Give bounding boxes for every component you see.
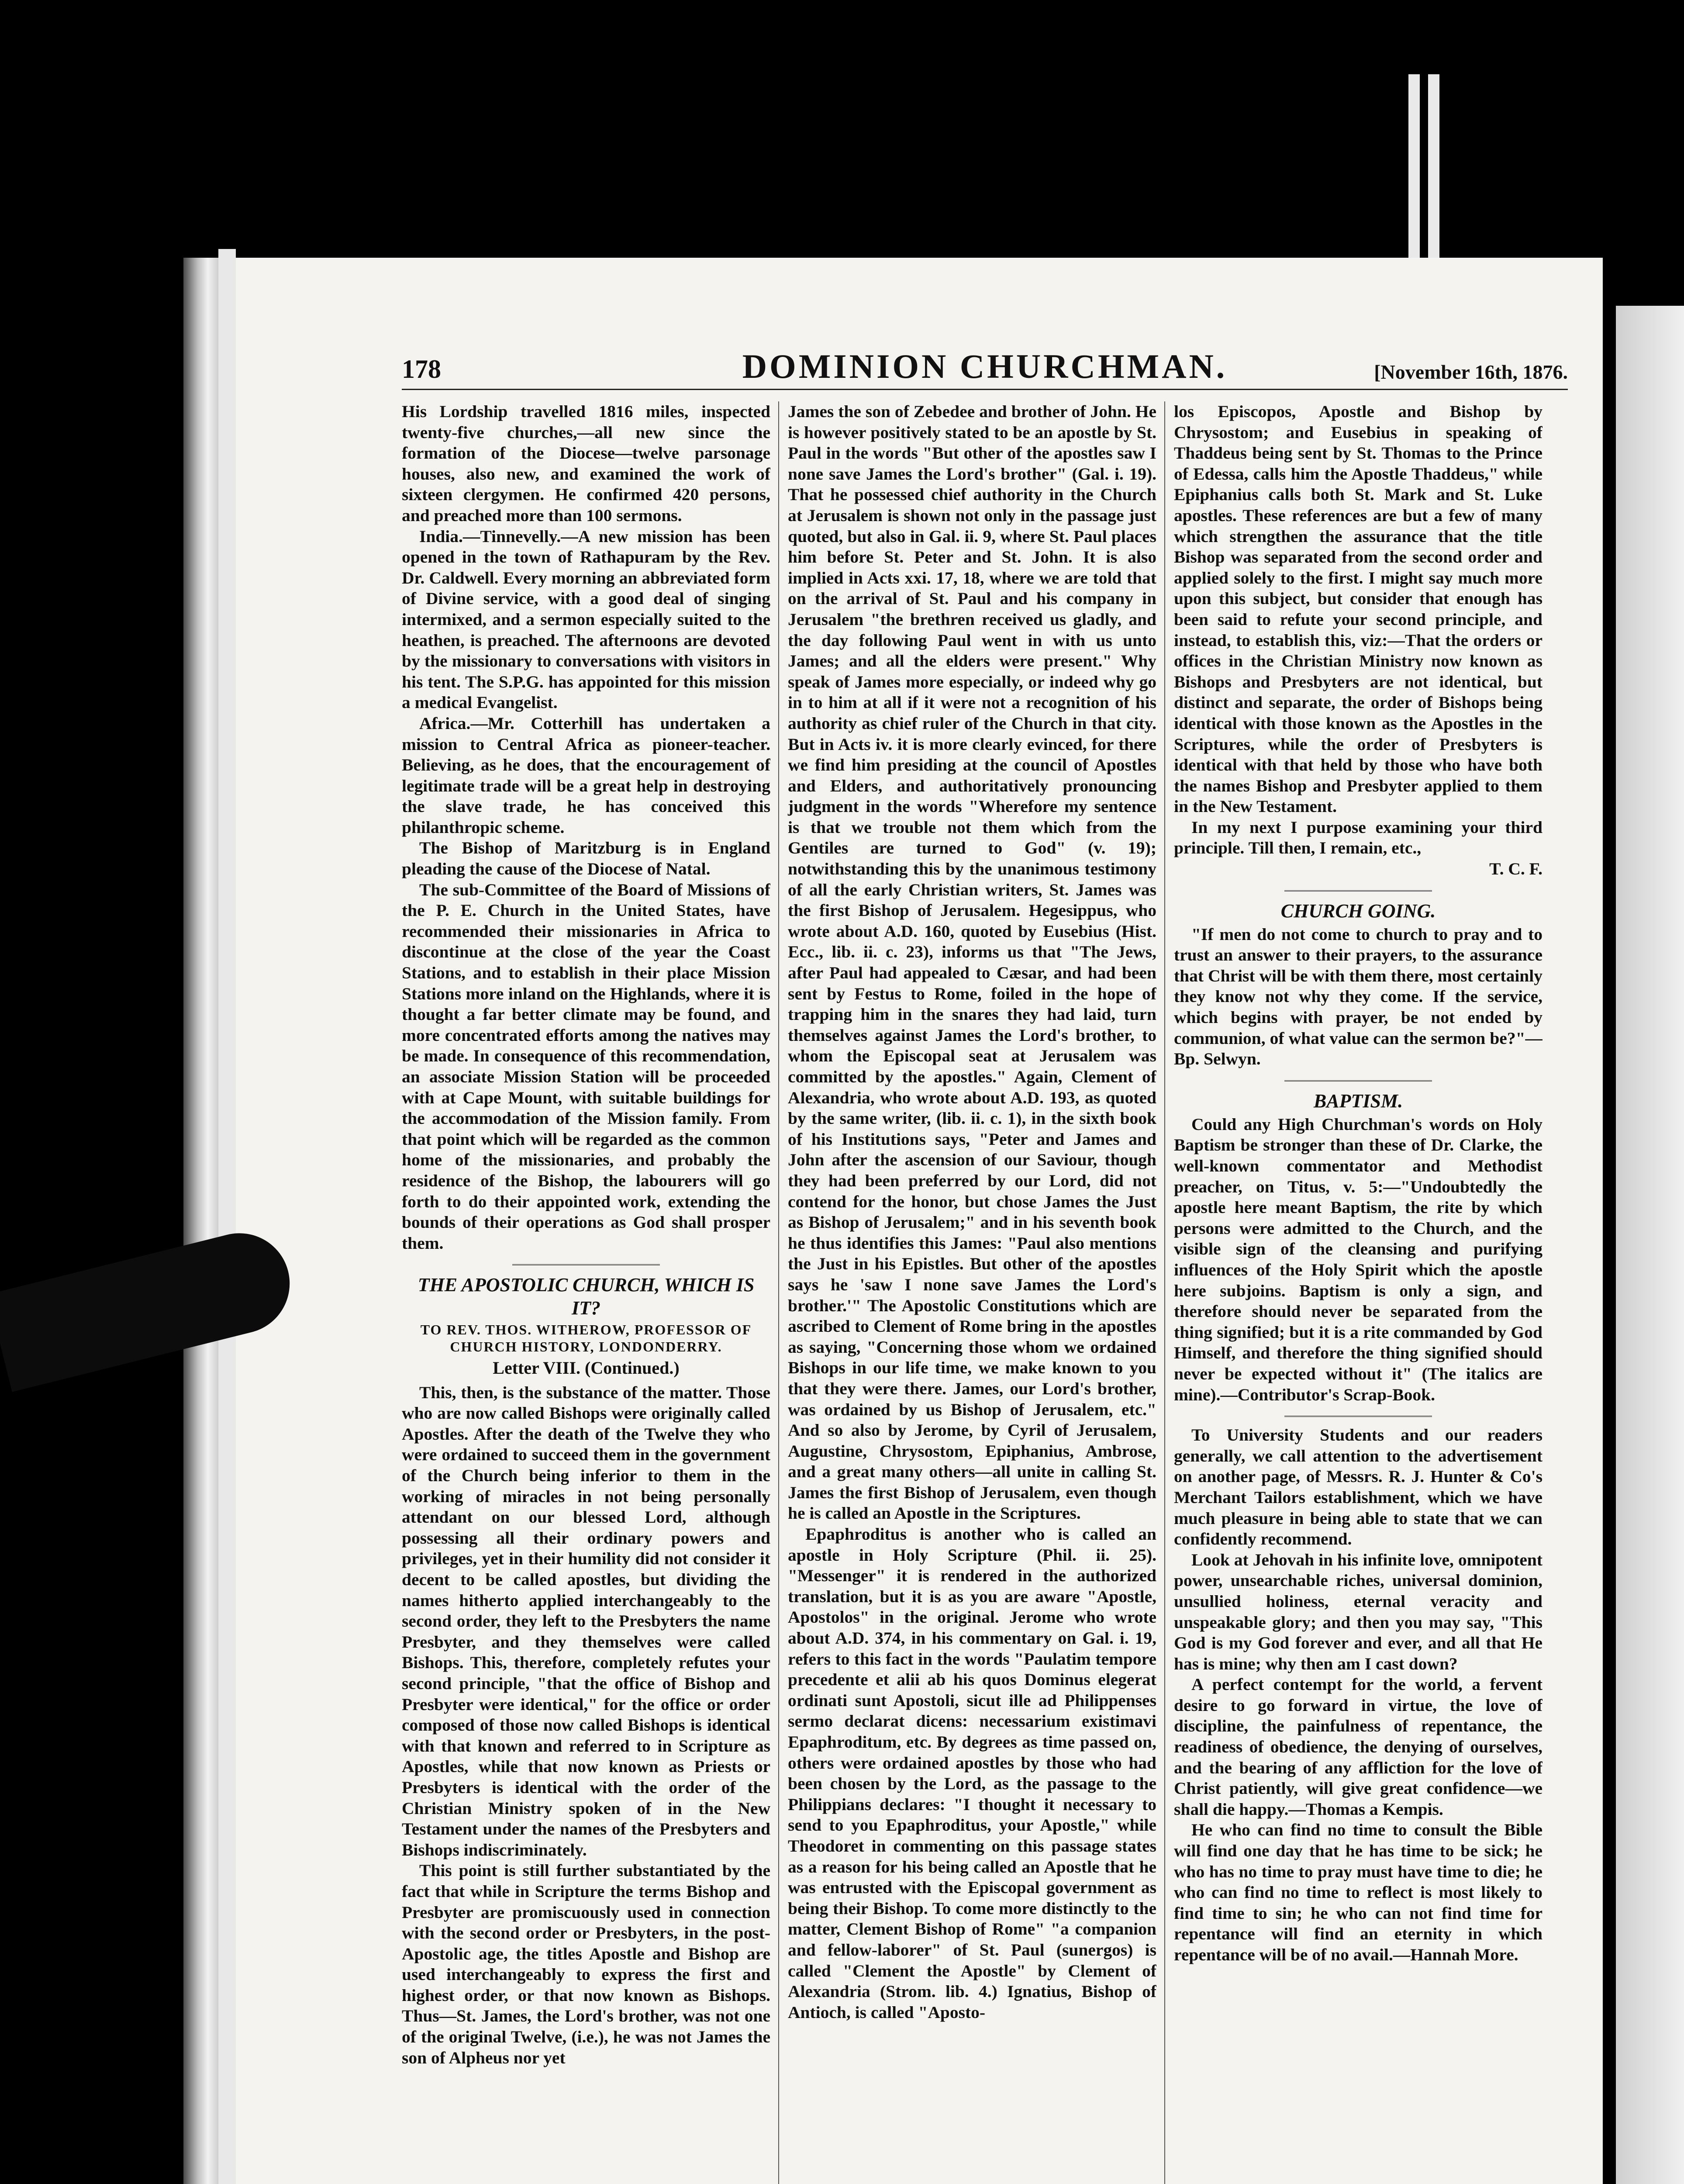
paragraph: To University Students and our readers generally, we call attention to the advertisement on another page, of Messrs. R. J. Hunter & Co's Merchant Tailors establishment, which we have much pleasure in being able to state that we can confidently recommend. xyxy=(1174,1425,1543,1549)
paragraph: The Bishop of Maritzburg is in England pleading the cause of the Diocese of Natal. xyxy=(402,838,770,879)
section-rule xyxy=(1284,1080,1432,1082)
paragraph: Look at Jehovah in his infinite love, omnipotent power, unsearchable riches, universal dominion, unsullied holiness, eternal veracity and unspeakable glory; and then you may say, "This God is my God forever and ever, and all that He has is mine; why then am I cast down? xyxy=(1174,1550,1543,1673)
section-heading-baptism: BAPTISM. xyxy=(1313,1090,1403,1112)
section-heading-church-going: CHURCH GOING. xyxy=(1280,900,1436,922)
paragraph: los Episcopos, Apostle and Bishop by Chrysostom; and Eusebius in speaking of Thaddeus being sent by St. Thomas to the Prince of Edessa, calls him the Apostle Thaddeus," while Epiphanius calls both St. Mark and St. Luke apostles. These references are but a few of many which strengthen the assurance that the title Bishop was separated from the second order and applied solely to the first. I might say much more upon this subject, but consider that enough has been said to refute your second principle, and instead, to establish this, viz:—That the orders or offices in the Christian Ministry now known as Bishops and Presbyters are not identical, but distinct and separate, the order of Bishops being identical with those known as the Apostles in the Scriptures, while the order of Presbyters is identical with that held by those who have both the names Bishop and Presbyter applied to them in the New Testament. xyxy=(1174,402,1543,816)
paragraph: Could any High Churchman's words on Holy Baptism be stronger than these of Dr. Clarke, the well-known commentator and Methodist preacher, on Titus, v. 5:—"Undoubtedly the apostle here meant Baptism, the rite by which persons were admitted to the Church, and the visible sign of the cleansing and purifying influences of the Holy Spirit which the apostle here subjoins. Baptism is only a sign, and therefore should never be separated from the thing signified; but it is a rite commanded by God Himself, and therefore the thing signified should never be expected without it" (The italics are mine).—Contributor's Scrap-Book. xyxy=(1174,1114,1543,1404)
paragraph: Epaphroditus is another who is called an apostle in Holy Scripture (Phil. ii. 25). "Messenger" it is rendered in the authorized translation, but it is as you are aware "Apostle, Apostolos" in the original. Jerome who wrote about A.D. 374, in his commentary on Gal. i. 19, refers to this fact in the words "Paulatim tempore precedente et alii ab his quos Dominus elegerat ordinati sunt Apostoli, sicut ille ad Philippenses sermo declarat dicens: necessarium existimavi Epaphroditum, etc. By degrees as time passed on, others were ordained apostles by those who had been chosen by the Lord, as the passage to the Philippians declares: "I thought it necessary to send to you Epaphroditus, your Apostle," while Theodoret in commenting on this passage states as a reason for his being called an Apostle that he was entrusted with the Episcopal government as being their Bishop. To come more distinctly to the matter, Clement Bishop of Rome" "a companion and fellow-laborer" of St. Paul (sunergos) is called "Clement the Apostle" by Clement of Alexandria (Strom. lib. 4.) Ignatius, Bishop of Antioch, is called "Aposto- xyxy=(788,1524,1156,2022)
paragraph: The sub-Committee of the Board of Missions of the P. E. Church in the United States, have recommended their missionaries in Africa to discontinue at the close of the year the Coast Stations, and to establish in their place Mission Stations more inland on the Highlands, where it is thought a far better climate may be found, and more concentrated efforts among the natives may be made. In consequence of this recommendation, an associate Mission Station will be proceeded with at Cape Mount, with suitable buildings for the accommodation of the Mission family. From that point which will be regarded as the common home of the missionaries, and probably the residence of the Bishop, the labourers will go forth to do their appointed work, extending the bounds of their operations as God shall prosper them. xyxy=(402,880,770,1253)
masthead: DOMINION CHURCHMAN. xyxy=(742,347,1228,385)
page-number: 178 xyxy=(402,355,441,384)
columns xyxy=(402,401,1568,2184)
paragraph: James the son of Zebedee and brother of John. He is however positively stated to be an apostle by St. Paul in the words "But other of the apostles saw I none save James the Lord's brother" (Gal. i. 19). That he possessed chief authority in the Church at Jerusalem is shown not only in the passage just quoted, but also in Gal. ii. 9, where St. Paul places him before St. Peter and St. John. It is also implied in Acts xxi. 17, 18, where we are told that on the arrival of St. Paul and his company in Jerusalem "the brethren received us gladly, and the day following Paul went in with us unto James; and all the elders were present." Why speak of James more especially, or indeed why go in to him at all if it were not a recognition of his authority as chief ruler of the Church in that city. But in Acts iv. it is more clearly evinced, for there we find him presiding at the council of Apostles and Elders, and authoritatively pronouncing judgment in the words "Wherefore my sentence is that we trouble not them which from the Gentiles are turned to God" (v. 19); notwithstanding this by the unanimous testimony of all the early Christian writers, St. James was the first Bishop of Jerusalem. Hegesippus, who wrote about A.D. 160, quoted by Eusebius (Hist. Ecc., lib. ii. c. 23), informs us that "The Jews, after Paul had appealed to Cæsar, and had been sent by Festus to Rome, foiled in the hope of trapping him in the snares they had laid, turn themselves against James the Lord's brother, to whom the Episcopal seat at Jerusalem was committed by the apostles." Again, Clement of Alexandria, who wrote about A.D. 193, as quoted by the same writer, (lib. ii. c. 1), in the sixth book of his Institutions says, "Peter and James and John after the ascension of our Saviour, though they had been preferred by our Lord, did not contend for the honor, but chose James the Just as Bishop of Jerusalem;" and in his seventh book he thus identifies this James: "Paul also mentions the Just in his Epistles. But other of the apostles says he 'saw I none save James the Lord's brother.'" The Apostolic Constitutions which are ascribed to Clement of Rome bring in the apostles as saying, "Concerning those whom we ordained Bishops in our life time, we make known to you that they were there. James, our Lord's brother, was ordained by us Bishop of Jerusalem, etc." And so also by Jerome, by Cyril of Jerusalem, Augustine, Chrysostom, Epiphanius, Ambrose, and a great many others—all unite in calling St. James the first Bishop of Jerusalem, even though he is called an Apostle in the Scriptures. xyxy=(788,402,1156,1523)
page-header xyxy=(402,349,1568,390)
column-2 xyxy=(778,401,1156,2184)
newspaper-page xyxy=(236,258,1603,2184)
paragraph: "If men do not come to church to pray and to trust an answer to their prayers, to the assurance that Christ will be with them there, most certainly they know not why they come. If the service, which begins with prayer, be not ended by communion, of what value can the sermon be?"—Bp. Selwyn. xyxy=(1174,924,1543,1069)
section-rule xyxy=(1284,1416,1432,1417)
issue-date: [November 16th, 1876. xyxy=(1374,361,1568,383)
column-3 xyxy=(1164,401,1543,2184)
paragraph: He who can find no time to consult the Bible will find one day that he has time to be sick; he who has no time to pray must have time to die; he who can find no time to reflect is most likely to find time to sin; he who can not find time for repentance will find an eternity in which repentance will be of no avail.—Hannah More. xyxy=(1174,1820,1543,1964)
book-page-edges-inner xyxy=(218,249,236,2184)
paragraph: This, then, is the substance of the matter. Those who are now called Bishops were originally called Apostles. After the death of the Twelve they who were ordained to succeed them in the government of the Church being inferior to them in the working of miracles in not being personally attendant on our blessed Lord, although possessing all their ordinary powers and privileges, yet in their humility did not consider it decent to be called apostles, but dividing the names hitherto applied interchangeably to the second order, they left to the Presbyters the name Presbyter, and they themselves were called Bishops. This, therefore, completely refutes your second principle, "that the office of Bishop and Presbyter were identical," for the office or order composed of those now called Bishops is identical with that known and referred to in Scripture as Apostles, while that now known as Priests or Presbyters is identical with the order of the Christian Ministry spoken of in the New Testament under the names of the Presbyters and Bishops indiscriminately. xyxy=(402,1382,770,1859)
section-rule xyxy=(1284,890,1432,892)
article-heading: THE APOSTOLIC CHURCH, WHICH IS IT? xyxy=(418,1274,755,1319)
book-page-edges xyxy=(183,258,218,2184)
paragraph: A perfect contempt for the world, a fervent desire to go forward in virtue, the love of discipline, the painfulness of repentance, the readiness of obedience, the denying of ourselves, and the bearing of any affliction for the love of Christ patiently, will give great confidence—we shall die happy.—Thomas a Kempis. xyxy=(1174,1675,1543,1819)
letter-number: Letter VIII. (Continued.) xyxy=(493,1358,680,1378)
facing-page-edge xyxy=(1616,306,1684,2184)
paragraph: India.—Tinnevelly.—A new mission has been opened in the town of Rathapuram by the Rev. Dr. Caldwell. Every morning an abbreviated form of Divine service, with a good deal of singing intermixed, and a sermon especially suited to the heathen, is preached. The afternoons are devoted by the missionary to conversations with visitors in his tent. The S.P.G. has appointed for this mission a medical Evangelist. xyxy=(402,526,770,712)
signature: T. C. F. xyxy=(1489,859,1543,879)
paragraph: In my next I purpose examining your third principle. Till then, I remain, etc., xyxy=(1174,817,1543,858)
paragraph: This point is still further substantiated by the fact that while in Scripture the terms Bishop and Presbyter are promiscuously used in connection with the second order or Presbyters, in the post-Apostolic age, the titles Apostle and Bishop are used interchangeably to express the first and highest order, or that now known as Bishops. Thus—St. James, the Lord's brother, was not one of the original Twelve, (i.e.), he was not James the son of Alpheus nor yet xyxy=(402,1861,770,2067)
article-subheading: TO REV. THOS. WITHEROW, PROFESSOR OF CHURCH HISTORY, LONDONDERRY. xyxy=(420,1322,752,1355)
section-rule xyxy=(512,1264,660,1265)
column-1 xyxy=(402,401,770,2184)
paragraph: Africa.—Mr. Cotterhill has undertaken a mission to Central Africa as pioneer-teacher. Believing, as he does, that the encouragement of legitimate trade will be a great help in destroying the slave trade, he has conceived this philanthropic scheme. xyxy=(402,713,770,837)
paragraph: His Lordship travelled 1816 miles, inspected twenty-five churches,—all new since the formation of the Diocese—twelve parsonage houses, also new, and examined the work of sixteen clergymen. He confirmed 420 persons, and preached more than 100 sermons. xyxy=(402,402,770,525)
